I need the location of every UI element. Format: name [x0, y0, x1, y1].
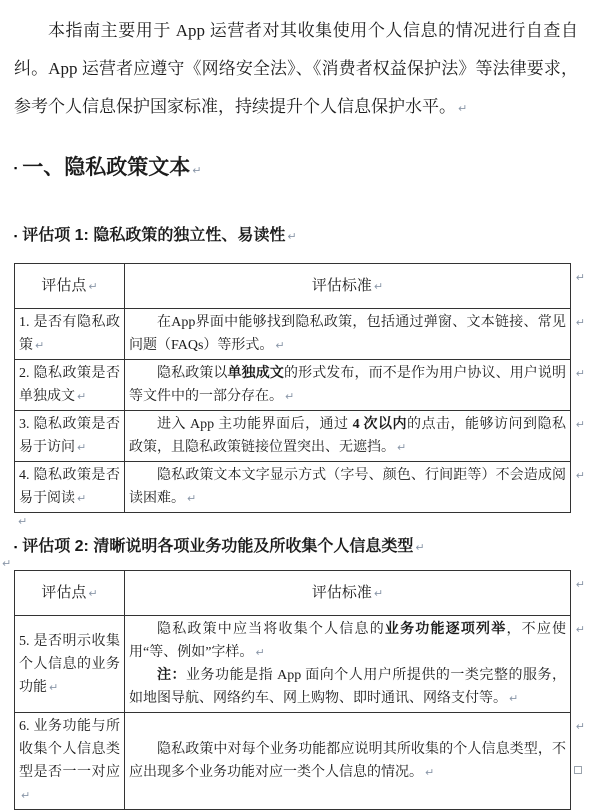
intro-paragraph [14, 12, 578, 128]
eval-item-2-heading-text: 评估项 2: 清晰说明各项业务功能及所收集个人信息类型 [22, 538, 414, 556]
paragraph-mark: ↵ [255, 646, 265, 660]
criteria-paragraph [129, 618, 566, 664]
paragraph-mark: ↵ [575, 623, 585, 637]
paragraph-mark: ↵ [509, 692, 519, 706]
evaluation-point-cell [15, 616, 125, 713]
evaluation-point-cell [15, 411, 125, 462]
criteria-paragraph [129, 362, 566, 408]
evaluation-point-cell [15, 462, 125, 513]
table-row [15, 411, 571, 462]
evaluation-point-text: 4. 隐私政策是否易于阅读 [19, 468, 120, 507]
criteria-text-bold: 单独成文 [227, 366, 284, 382]
paragraph-mark: ↵ [575, 418, 585, 432]
section-heading-text: 一、隐私政策文本 [22, 156, 191, 179]
evaluation-point-text: 1. 是否有隐私政策 [19, 315, 120, 354]
criteria-text: 在App界面中能够找到隐私政策，包括通过弹窗、文本链接、常见问题（FAQs）等形式。 [129, 315, 566, 354]
column-header-text: 评估标准 [311, 277, 372, 294]
eval-item-1-heading-text: 评估项 1: 隐私政策的独立性、易读性 [22, 227, 286, 245]
table-header-row [15, 571, 571, 616]
paragraph-mark: ↵ [192, 164, 202, 177]
criteria-paragraph [129, 413, 566, 459]
square-bullet-icon: ▪ [14, 231, 18, 241]
criteria-text: 隐私政策以 [157, 366, 228, 382]
criteria-paragraph [129, 311, 566, 357]
criteria-paragraph [129, 464, 566, 510]
evaluation-point-cell [15, 713, 125, 810]
paragraph-mark: ↵ [397, 441, 407, 455]
anchor-square-icon [574, 766, 582, 774]
square-bullet-icon: ▪ [14, 162, 18, 173]
criteria-paragraph [129, 664, 566, 710]
column-header-criteria [125, 571, 585, 616]
evaluation-criteria-cell [125, 309, 585, 360]
column-header-point [15, 571, 125, 616]
evaluation-table-1-wrapper [14, 263, 585, 513]
paragraph-mark: ↵ [415, 541, 425, 555]
table-row [15, 462, 571, 513]
column-header-point [15, 264, 125, 309]
evaluation-point-text: 5. 是否明示收集个人信息的业务功能 [19, 633, 120, 695]
criteria-text: 隐私政策文本文字显示方式（字号、颜色、行间距等）不会造成阅读困难。 [129, 468, 566, 507]
paragraph-mark: ↵ [575, 316, 585, 330]
paragraph-mark: ↵ [88, 586, 98, 600]
paragraph-mark: ↵ [275, 339, 285, 353]
paragraph-mark: ↵ [88, 279, 98, 293]
criteria-text: 的点击，能够访问到隐私政策，且隐私政策链接位置突出、无遮挡。 [129, 417, 567, 456]
criteria-text: 隐私政策中应当将收集个人信息的 [157, 622, 385, 638]
evaluation-table-2-wrapper [2, 557, 585, 810]
criteria-text: 进入 App 主功能界面后，通过 [157, 417, 353, 433]
criteria-text: ，不应使用“等、例如”字样。 [129, 622, 567, 661]
evaluation-point-text: 2. 隐私政策是否单独成文 [19, 366, 120, 405]
column-header-text: 评估点 [41, 277, 87, 294]
section-heading [14, 154, 578, 184]
table-row [15, 360, 571, 411]
paragraph-mark: ↵ [77, 441, 87, 455]
evaluation-point-text: 6. 业务功能与所收集个人信息类型是否一一对应 [19, 719, 120, 781]
empty-paragraph [14, 513, 578, 529]
eval-item-2-heading [14, 535, 578, 560]
evaluation-criteria-cell [125, 360, 585, 411]
criteria-text-bold: 4 次以内 [352, 417, 408, 433]
paragraph-mark: ↵ [373, 586, 384, 600]
square-bullet-icon: ▪ [14, 542, 18, 553]
eval-item-1-heading [14, 224, 578, 249]
criteria-text: 的形式发布，而不是作为用户协议、用户说明等文件中的一部分存在。 [129, 366, 567, 405]
evaluation-point-cell [15, 360, 125, 411]
table-row [15, 309, 571, 360]
evaluation-criteria-cell [125, 462, 585, 513]
paragraph-mark: ↵ [373, 279, 384, 293]
paragraph-mark: ↵ [575, 578, 585, 592]
evaluation-point-cell [15, 309, 125, 360]
table-row [15, 616, 571, 713]
column-header-text: 评估标准 [311, 584, 372, 601]
criteria-text-bold: 业务功能逐项列举 [384, 622, 507, 638]
paragraph-mark: ↵ [575, 367, 585, 381]
intro-text: 本指南主要用于 App 运营者对其收集使用个人信息的情况进行自查自纠。App 运营者应遵守《网络安全法》、《消费者权益保护法》等法律要求，参考个人信息保护国家标准，持续提升个人信息保护水平。 [14, 21, 578, 116]
evaluation-table-1 [14, 263, 585, 513]
evaluation-criteria-cell [125, 713, 585, 810]
evaluation-criteria-cell [125, 616, 585, 713]
paragraph-mark: ↵ [458, 102, 468, 115]
paragraph-mark: ↵ [35, 339, 45, 353]
paragraph-mark: ↵ [425, 766, 435, 780]
paragraph-mark: ↵ [575, 469, 585, 483]
paragraph-mark: ↵ [77, 492, 87, 506]
paragraph-mark: ↵ [285, 390, 295, 404]
paragraph-mark: ↵ [287, 230, 297, 244]
paragraph-mark: ↵ [49, 680, 59, 694]
paragraph-mark: ↵ [77, 390, 87, 404]
paragraph-mark: ↵ [187, 492, 197, 506]
column-header-criteria [125, 264, 585, 309]
criteria-paragraph [129, 738, 566, 784]
table-header-row [15, 264, 571, 309]
paragraph-mark: ↵ [575, 271, 585, 285]
criteria-text: 隐私政策中对每个业务功能都应说明其所收集的个人信息类型，不应出现多个业务功能对应一类个人信息的情况。 [129, 742, 566, 781]
evaluation-point-text: 3. 隐私政策是否易于访问 [19, 417, 120, 456]
column-header-text: 评估点 [41, 584, 87, 601]
evaluation-criteria-cell [125, 411, 585, 462]
criteria-text: 业务功能是指 App 面向个人用户所提供的一类完整的服务，如地图导航、网络约车、网上购物、即时通讯、网络支付等。 [129, 668, 567, 707]
paragraph-mark: ↵ [18, 515, 28, 529]
evaluation-table-2 [14, 570, 585, 810]
paragraph-mark: ↵ [21, 789, 31, 803]
criteria-text-bold: 注： [157, 668, 187, 684]
paragraph-mark: ↵ [575, 720, 585, 734]
table-row [15, 713, 571, 810]
paragraph-mark: ↵ [2, 557, 12, 571]
